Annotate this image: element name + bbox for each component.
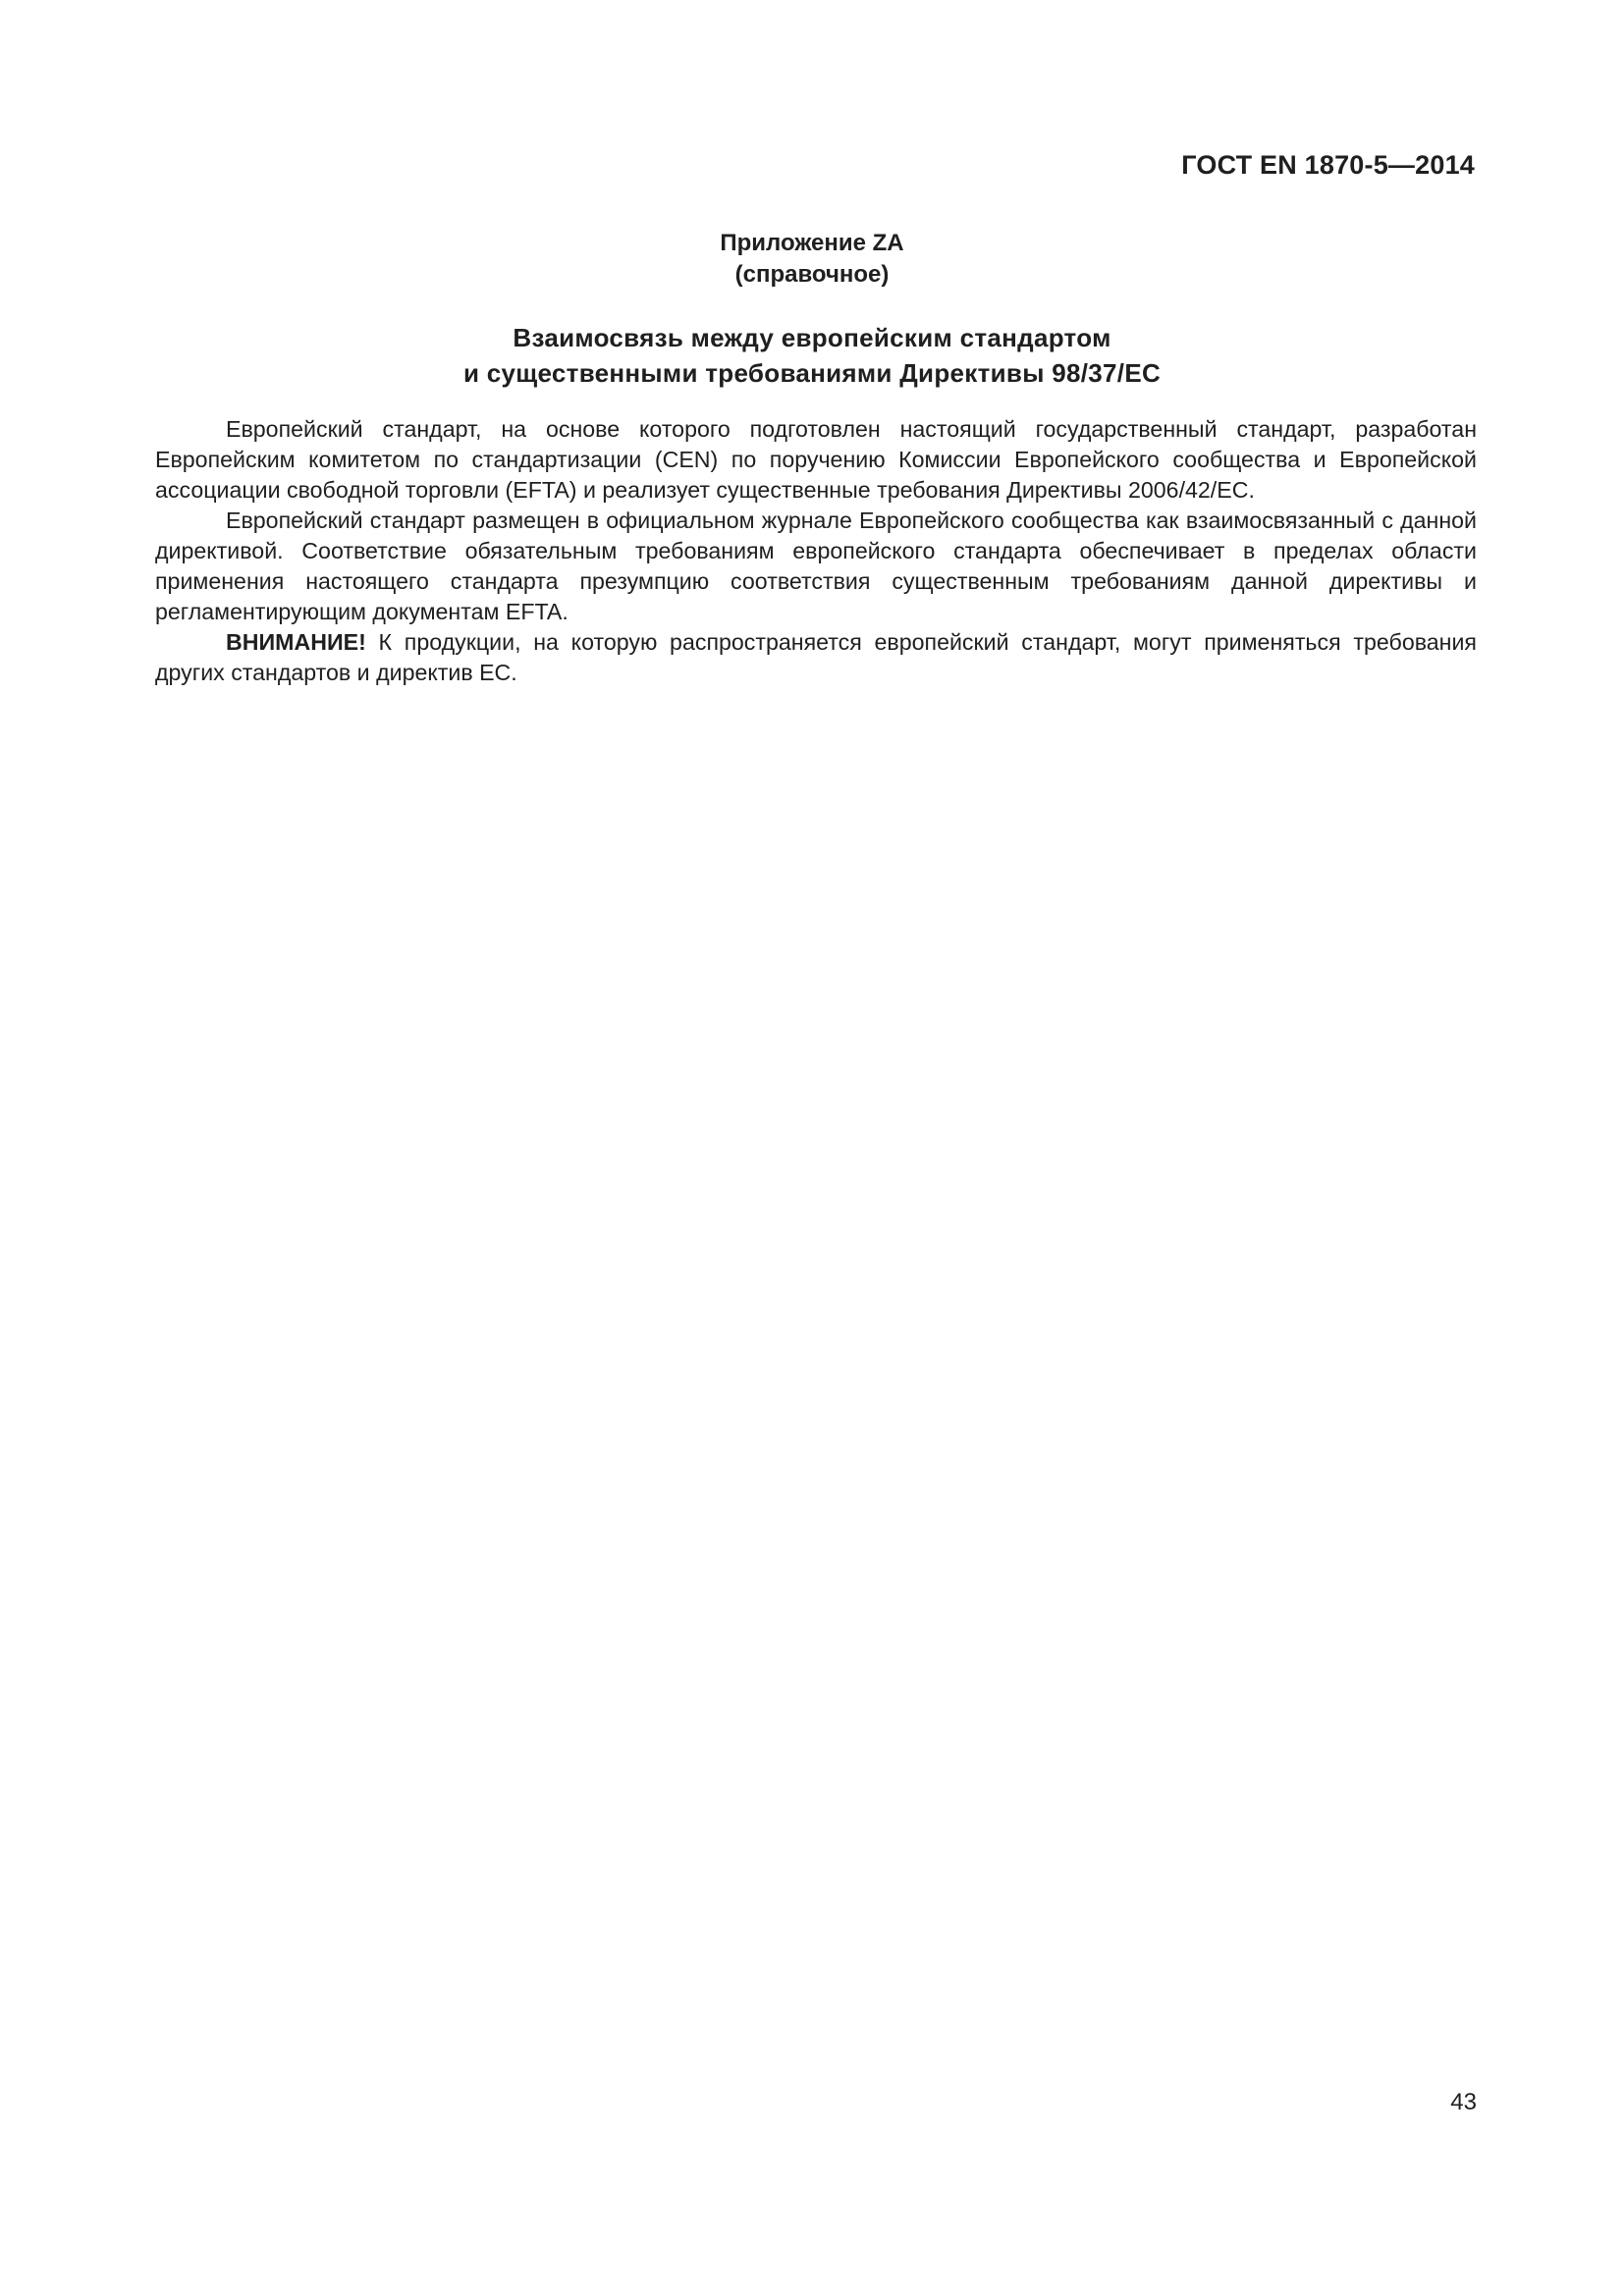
annex-status: (справочное): [734, 261, 890, 288]
page-number: 43: [1450, 2089, 1477, 2115]
annex-heading: [0, 228, 1624, 291]
body-text: [155, 414, 1477, 688]
section-title: [0, 320, 1624, 391]
paragraph-1: Европейский стандарт, на основе которого подготовлен настоящий государственный стандарт, разработан Европейским комитетом по стандартизации (CEN) по поручению Комиссии Европейского сообщества и Европейской ассоциации свободной торговли (EFTA) и реализует существенные требования Директивы 2006/42/ЕС.: [155, 416, 1477, 503]
annex-title: Приложение ZA: [720, 230, 904, 256]
section-title-line-2: и существенными требованиями Директивы 98/37/ЕС: [462, 358, 1162, 388]
paragraph-2: Европейский стандарт размещен в официальном журнале Европейского сообщества как взаимосвязанный с данной директивой. Соответствие обязательным требованиям европейского стандарта обеспечивает в пределах области применения настоящего стандарта презумпцию соответствия существенным требованиям данной директивы и регламентирующим документам EFTA.: [155, 507, 1477, 624]
document-id: ГОСТ EN 1870-5—2014: [1181, 150, 1475, 180]
attention-label: ВНИМАНИЕ!: [226, 629, 366, 655]
attention-text: К продукции, на которую распространяется европейский стандарт, могут применяться требования других стандартов и директив ЕС.: [155, 629, 1477, 685]
section-title-line-1: Взаимосвязь между европейским стандартом: [513, 323, 1111, 352]
paragraph-3: [155, 627, 1477, 688]
